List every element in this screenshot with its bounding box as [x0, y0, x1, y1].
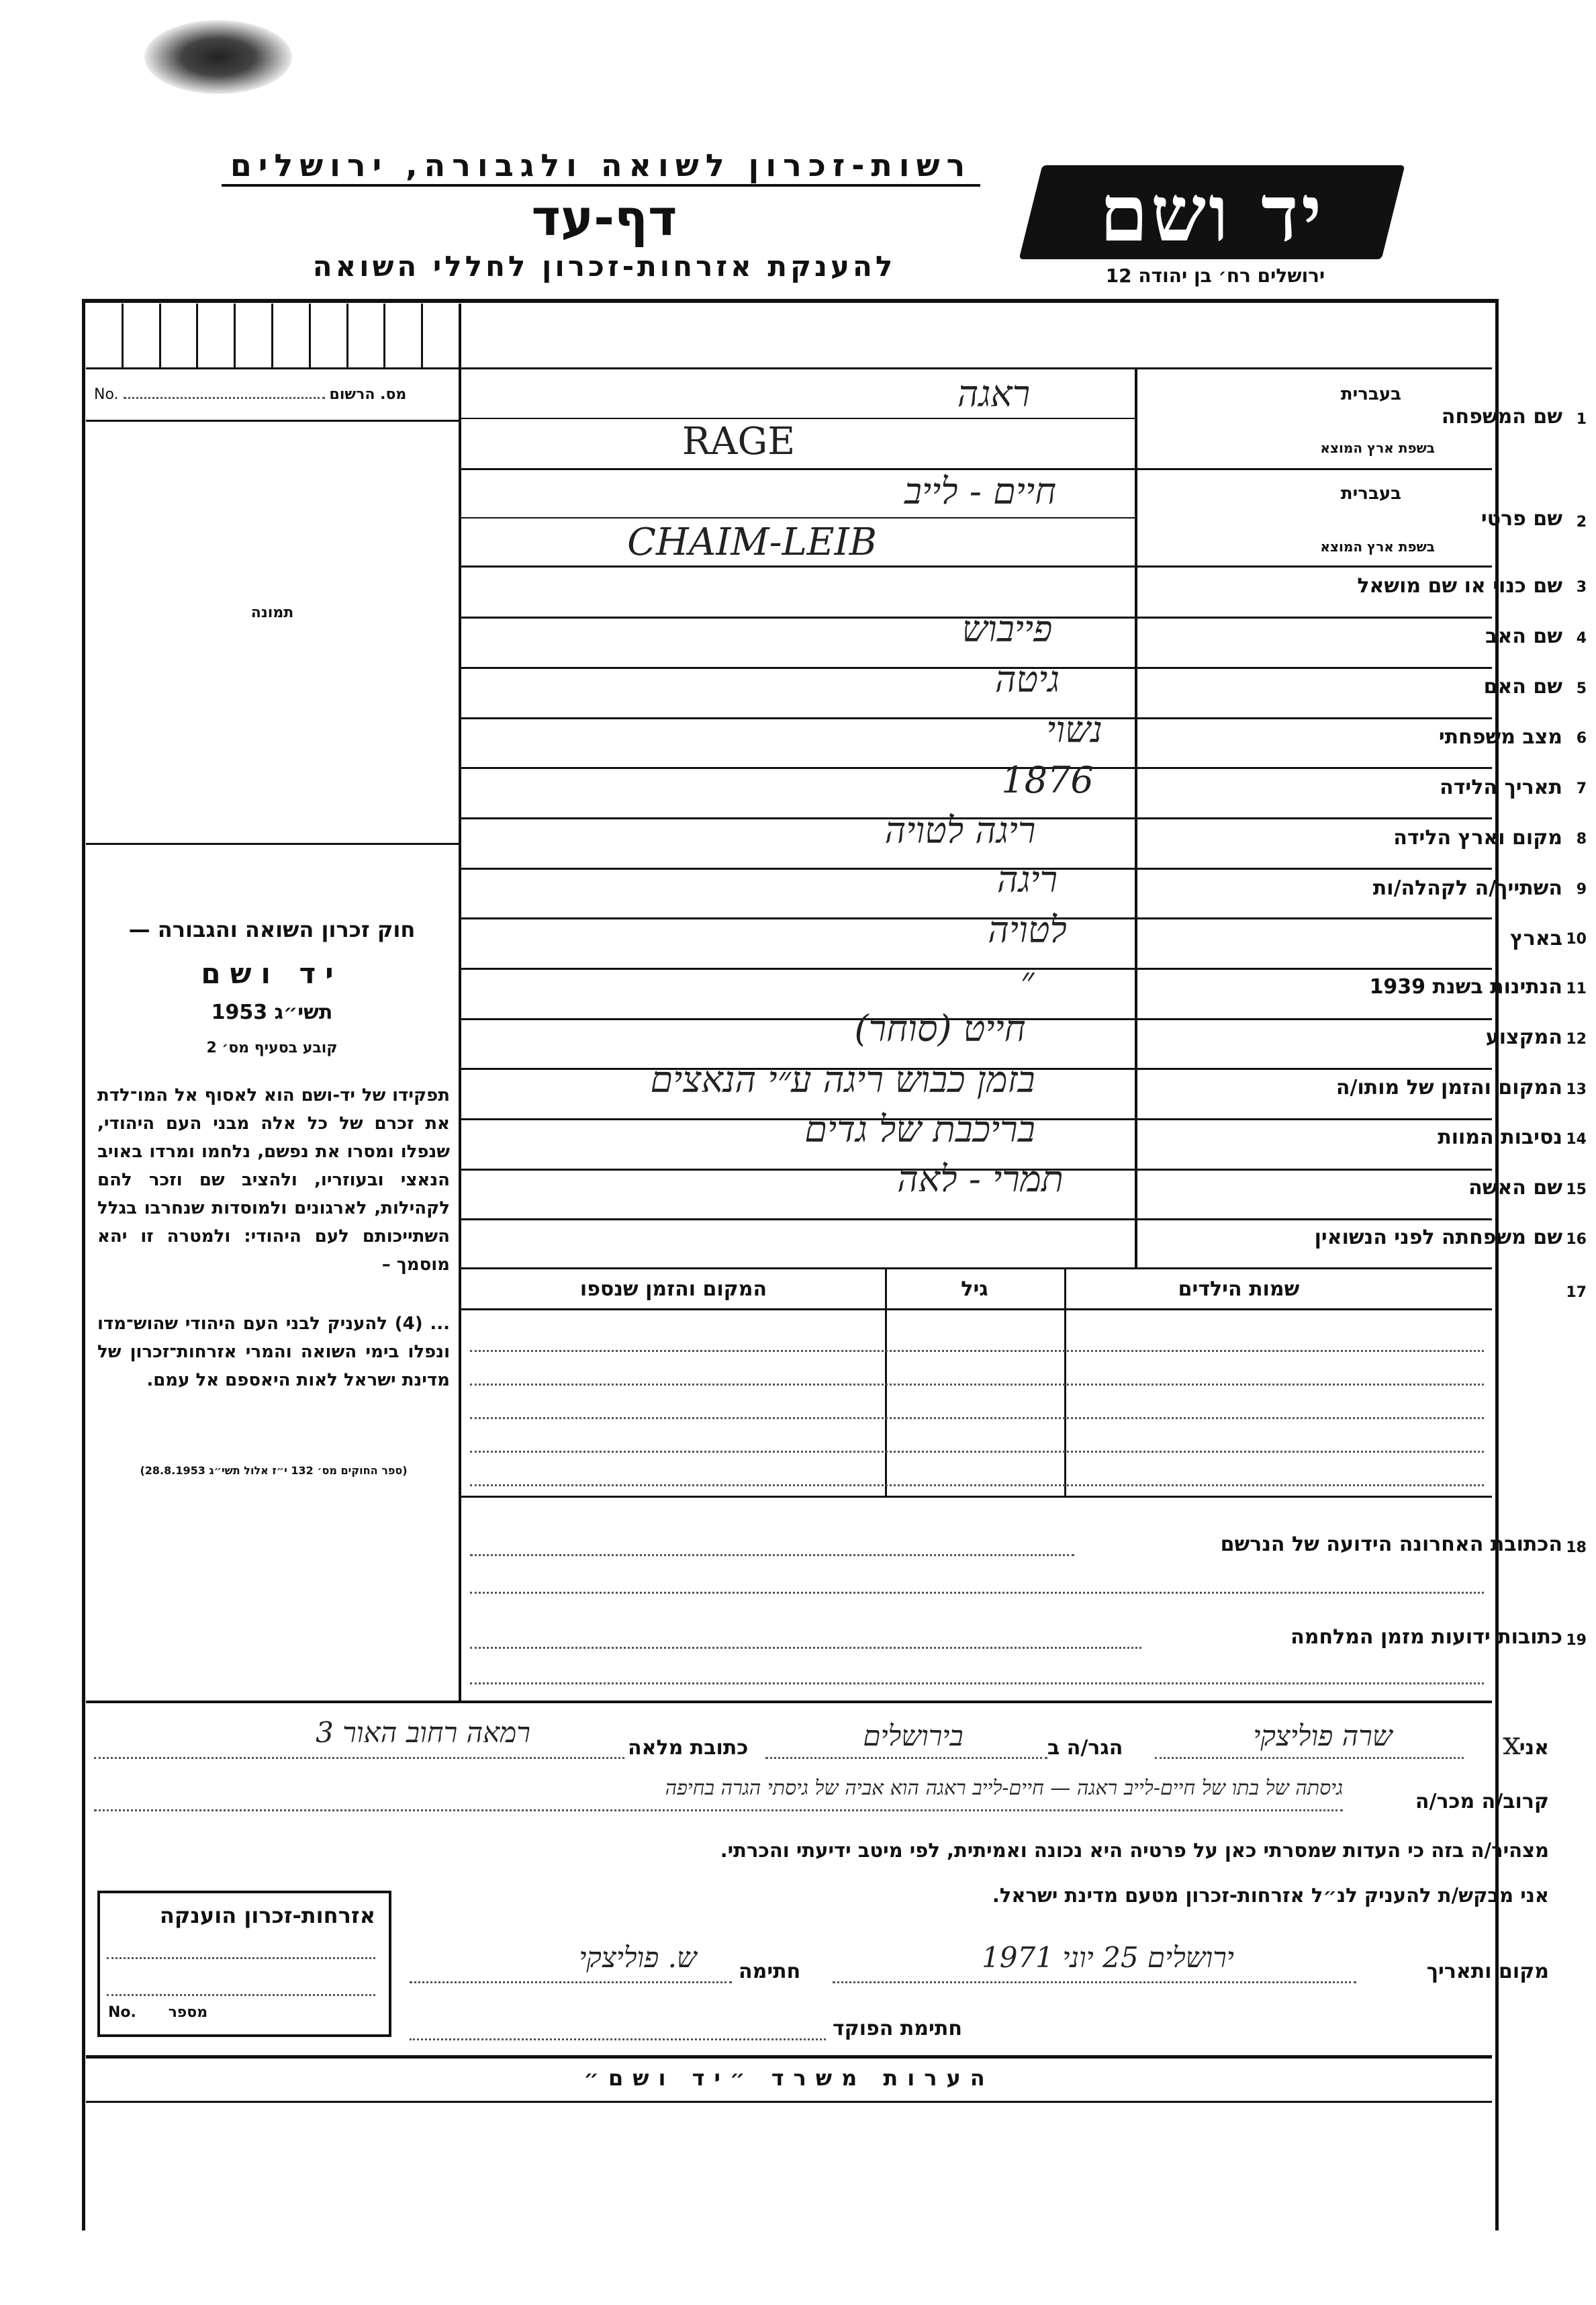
field-label-birthplace: מקום וארץ הלידה [1393, 826, 1562, 850]
field-label-citizenship: הנתינות בשנת 1939 [1369, 975, 1562, 999]
field-num: 16 [1566, 1231, 1587, 1248]
photo-line [86, 843, 459, 845]
value-citizenship: ״ [1020, 959, 1035, 1001]
field-num: 2 [1576, 514, 1587, 531]
col-place-time: המקום והזמן שנספו [579, 1277, 767, 1301]
award-number-label: מספר [168, 2004, 208, 2021]
law-title: חוק זכרון השואה והגבורה — [128, 917, 416, 942]
children-row-line [470, 1451, 1484, 1453]
children-col-line [1064, 1267, 1066, 1496]
officer-signature-label: חתימת הפוקד [833, 2017, 962, 2040]
field-num: 15 [1566, 1181, 1587, 1198]
registration-no-label: No. [94, 386, 119, 403]
address-line [94, 1757, 624, 1759]
relation-value: גיסתה של בתו של חיים-לייב ראגה — חיים-לייב ראגה הוא אביה של גיסתי הגרה בחיפה [665, 1776, 1343, 1800]
value-profession: חייט (סוחר) [854, 1007, 1026, 1050]
city-line [765, 1757, 1047, 1759]
value-surname-native: RAGE [682, 420, 796, 463]
field-num: 3 [1576, 579, 1587, 596]
field-num: 19 [1566, 1632, 1587, 1649]
form-subtitle: להענקת אזרחות-זכרון לחללי השואה [312, 250, 896, 283]
field-label-profession: המקצוע [1485, 1026, 1562, 1049]
i-label: אני [1519, 1736, 1549, 1760]
field-num: 18 [1566, 1539, 1587, 1556]
children-row-line [470, 1417, 1484, 1419]
law-text-1: תפקידו של יד-ושם הוא לאסוף אל המו־לדת את זכרם של כל אלה מבני העם היהודי, שנפלו ומסרו את נפשם, נלחמו ומרדו באויב הנאצי ובעוזריו, ולהציב שם וזכר להם לקהילות, לארגונים ולמוסדות שנחרבו בגלל השתייכותם לעם היהודי: ולמטרה זו יהא מוסמך – [97, 1085, 450, 1275]
last-address-line [470, 1554, 1074, 1556]
half-sep [459, 517, 1135, 518]
field-num: 6 [1576, 730, 1587, 747]
award-line [107, 1994, 375, 1996]
field-label-country: בארץ [1509, 927, 1562, 950]
signature-line [410, 1981, 732, 1983]
field-num: 5 [1576, 680, 1587, 697]
section-divider [86, 1701, 1492, 1703]
col-age: גיל [961, 1277, 988, 1301]
value-death-place: בזמן כבוש ריגה ע״י הנאצים [650, 1058, 1035, 1101]
declarant-name-line [1155, 1757, 1464, 1759]
award-title: אזרחות-זכרון הוענקה [159, 1903, 375, 1928]
last-address-label: הכתובת האחרונה הידועה של הנרשם [1220, 1533, 1562, 1556]
award-line [107, 1957, 375, 1959]
registration-no [94, 386, 450, 403]
field-num: 8 [1576, 831, 1587, 848]
relation-line [94, 1809, 1343, 1811]
registration-line [86, 420, 459, 422]
signature-value: ש. פוליצקי [579, 1941, 697, 1974]
field-label-community: השתייך/ה לקהלה/ות [1372, 876, 1562, 900]
sub-native: בשפת ארץ המוצא [1320, 440, 1435, 456]
top-strip-line [86, 367, 1492, 369]
field-label-birthdate: תאריך הלידה [1440, 776, 1562, 799]
city-label: הגר/ה ב [1047, 1736, 1123, 1760]
logo-address: ירושלים רח׳ בן יהודה 12 [1105, 265, 1325, 287]
field-num: 12 [1566, 1031, 1587, 1048]
form-title: דף-עד [531, 189, 677, 247]
children-header-line [459, 1308, 1492, 1310]
law-ref: (ספר החוקים מס׳ 132 י״ז אלול תשי״ג 28.8.1953) [140, 1464, 408, 1477]
value-firstname-he: חיים - לייב [904, 470, 1057, 512]
children-bottom-line [459, 1496, 1492, 1498]
value-marital: נשוי [1046, 709, 1102, 751]
field-num: 10 [1566, 931, 1587, 948]
row-sep [459, 767, 1492, 769]
field-label-firstname: שם פרטי [1481, 507, 1562, 531]
footer-line-bottom [86, 2101, 1492, 2103]
value-birthdate: 1876 [1001, 759, 1094, 801]
field-num: 4 [1576, 630, 1587, 647]
value-wife: תמרי - לאה [897, 1158, 1064, 1200]
col-children-names: שמות הילדים [1178, 1277, 1300, 1301]
sub-native: בשפת ארץ המוצא [1320, 539, 1435, 555]
declarant-name: שרה פוליצקי [1253, 1719, 1393, 1752]
children-row-line [470, 1484, 1484, 1486]
field-num: 9 [1576, 881, 1587, 898]
code-boxes [86, 304, 459, 367]
value-birthplace: ריגה לטויה [884, 809, 1036, 852]
statement-2: אני מבקש/ת להעניק לנ״ל אזרחות-זכרון מטעם מדינת ישראל. [992, 1884, 1549, 1907]
row-sep [459, 1267, 1492, 1269]
address-value: רמאה רחוב האור 3 [316, 1716, 530, 1749]
war-address-label: כתובות ידועות מזמן המלחמה [1290, 1625, 1562, 1649]
field-label-death-circumstances: נסיבות המוות [1438, 1126, 1562, 1149]
field-num: 1 [1576, 411, 1587, 428]
value-firstname-native: CHAIM-LEIB [627, 521, 877, 564]
relation-label: קרוב/ה מכר/ה [1415, 1790, 1549, 1813]
ink-smudge [144, 20, 292, 94]
logo-text: יד ושם [1099, 168, 1325, 259]
left-panel-divider [459, 304, 461, 1701]
field-label-father: שם האב [1485, 625, 1562, 648]
law-text-2: ... (4) להעניק לבני העם היהודי שהוש־מדו ונפלו בימי השואה והמרי אזרחות־זכרון של מדינת ישראל לאות היאספם אל עמם. [97, 1314, 450, 1390]
row-sep [459, 968, 1492, 970]
row-sep [459, 717, 1492, 719]
field-label-marital: מצב משפחתי [1438, 725, 1562, 749]
address-label: כתובת מלאה [628, 1736, 749, 1760]
footer-line-top [86, 2055, 1492, 2059]
sub-hebrew: בעברית [1340, 484, 1401, 504]
place-date-label: מקום ותאריך [1426, 1960, 1549, 1983]
place-date-value: ירושלים 25 יוני 1971 [982, 1941, 1234, 1974]
children-row-line [470, 1384, 1484, 1386]
row-sep [459, 566, 1492, 568]
children-row-line [470, 1350, 1484, 1352]
value-death-circumstances: בריכבת של גדים [804, 1108, 1035, 1150]
registration-label: מס. הרשום [329, 386, 407, 403]
half-sep [459, 418, 1135, 419]
office-notes: הערות משרד ״יד ושם״ [583, 2065, 994, 2091]
last-address-line2 [470, 1592, 1484, 1594]
law-name: יד ושם [201, 957, 343, 990]
field-label-surname: שם המשפחה [1441, 405, 1562, 428]
field-num: 7 [1576, 780, 1587, 797]
photo-label: תמונה [250, 604, 294, 621]
value-community: ריגה [996, 858, 1058, 901]
field-label-mother: שם האם [1483, 675, 1562, 698]
award-no [108, 2004, 207, 2021]
row-sep [459, 1218, 1492, 1220]
cross-mark: x [1503, 1725, 1521, 1762]
value-country: לטויה [988, 909, 1067, 951]
field-num: 14 [1566, 1131, 1587, 1148]
war-address-line2 [470, 1682, 1484, 1684]
signature-label: חתימה [739, 1960, 801, 1983]
law-year: תשי״ג 1953 [211, 1001, 333, 1024]
war-address-line [470, 1647, 1141, 1649]
field-num: 13 [1566, 1081, 1587, 1098]
field-num: 11 [1566, 981, 1587, 997]
field-label-nickname: שם כנוי או שם מושאל [1357, 574, 1562, 598]
value-surname-he: ראגה [957, 373, 1031, 415]
city-value: בירושלים [863, 1719, 964, 1752]
award-box [97, 1891, 391, 2037]
award-no-label: No. [108, 2004, 136, 2021]
field-label-death-place: המקום והזמן של מותו/ה [1335, 1076, 1562, 1099]
org-line: רשות-זכרון לשואה ולגבורה, ירושלים [222, 146, 980, 187]
field-num: 17 [1566, 1284, 1587, 1301]
field-label-maiden-name: שם משפחתה לפני הנשואין [1314, 1226, 1562, 1249]
field-label-wife: שם האשה [1468, 1176, 1562, 1200]
officer-signature-line [410, 2038, 826, 2040]
value-father: פייבוש [961, 608, 1053, 650]
statement-1: מצהיר/ה בזה כי העדות שמסרתי כאן על פרטיה היא נכונה ואמיתית, לפי מיטב ידיעתי והכרתי. [720, 1839, 1549, 1862]
children-col-line [885, 1267, 887, 1496]
law-clause: קובע בסעיף מס׳ 2 [206, 1040, 338, 1056]
place-date-line [833, 1981, 1356, 1983]
value-mother: גיטה [994, 658, 1060, 700]
sub-hebrew: בעברית [1340, 384, 1401, 404]
